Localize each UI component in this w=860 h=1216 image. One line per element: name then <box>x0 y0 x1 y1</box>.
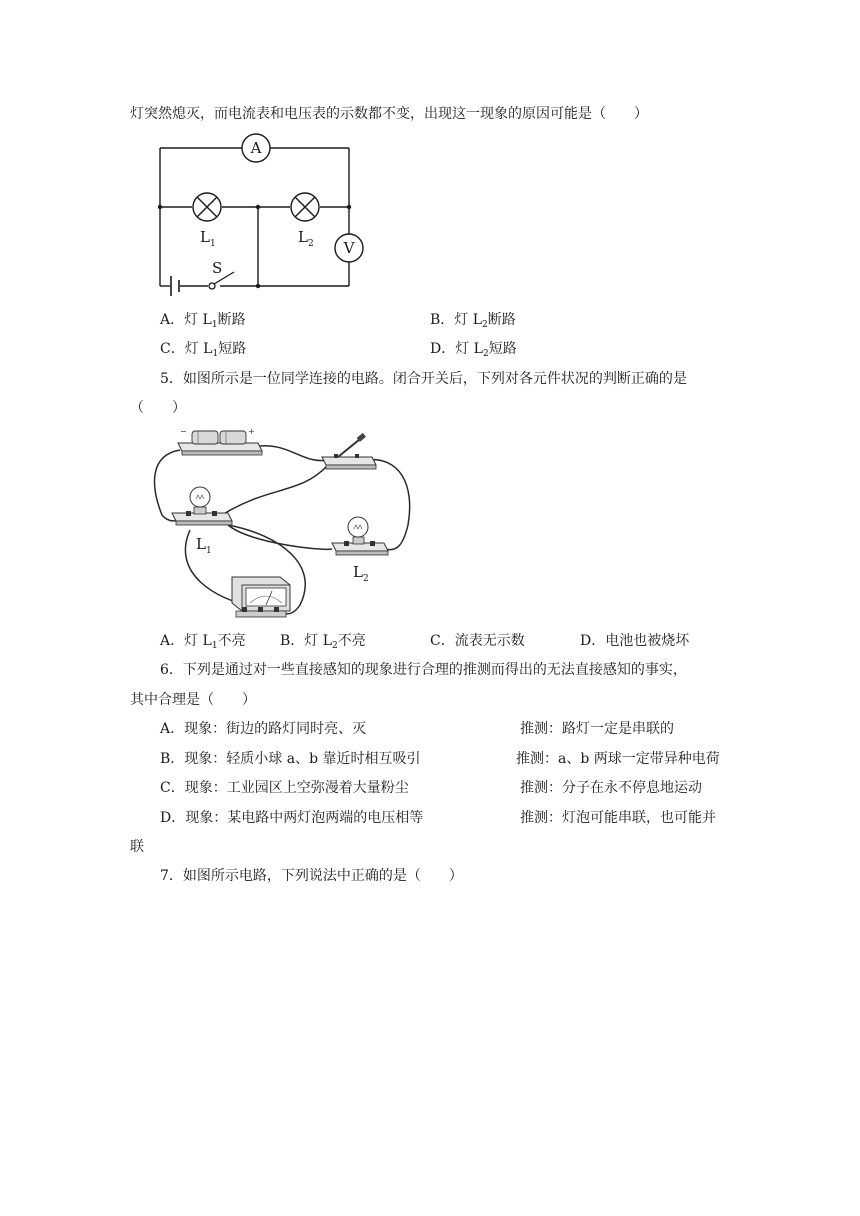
battery-holder <box>178 427 262 455</box>
q6-option-c-inference: 推测：分子在永不停息地运动 <box>520 780 702 796</box>
q6-option-d-phenomenon: D．现象：某电路中两灯泡两端的电压相等 <box>160 810 424 826</box>
q6-option-c-phenomenon: C．现象：工业园区上空弥漫着大量粉尘 <box>160 780 409 796</box>
label-s: S <box>212 259 223 277</box>
svg-text:A: A <box>250 139 262 157</box>
q5-stem-line1: 5．如图所示是一位同学连接的电路。闭合开关后，下列对各元件状况的判断正确的是 <box>160 371 687 387</box>
q4-option-b: B．灯 $L_2$断路 <box>430 312 516 330</box>
svg-text:+: + <box>248 427 255 436</box>
lamp-l2-symbol <box>291 193 319 221</box>
q6-option-b-inference: 推测：a、b 两球一定带异种电荷 <box>516 751 720 767</box>
q6-stem-line2: 其中合理是（ ） <box>130 692 256 708</box>
q6-option-a-inference: 推测：路灯一定是串联的 <box>520 721 674 737</box>
knife-switch <box>322 433 376 469</box>
ammeter-device <box>232 577 290 617</box>
lamp-l2-bulb <box>332 517 388 555</box>
svg-text:−: − <box>180 427 187 436</box>
q6-option-b-phenomenon: B．现象：轻质小球 a、b 靠近时相互吸引 <box>160 751 421 767</box>
q6-option-a-phenomenon: A．现象：街边的路灯同时亮、灭 <box>160 721 367 737</box>
q4-stem: 灯突然熄灭，而电流表和电压表的示数都不变，出现这一现象的原因可能是（ ） <box>130 106 648 122</box>
q7-stem: 7．如图所示电路，下列说法中正确的是（ ） <box>160 868 463 884</box>
q5-option-b: B．灯 $L_2$不亮 <box>280 633 366 651</box>
voltmeter-symbol <box>335 234 363 262</box>
q6-stem-line1: 6．下列是通过对一些直接感知的现象进行合理的推测而得出的无法直接感知的事实， <box>160 662 687 678</box>
q4-option-d: D．灯 $L_2$短路 <box>430 341 517 359</box>
q5-stem-line2: （ ） <box>130 400 186 416</box>
q4-option-a: A．灯 $L_1$断路 <box>160 312 246 330</box>
q5-circuit-illustration <box>150 425 420 625</box>
q5-option-d: D．电池也被烧坏 <box>580 633 690 649</box>
q5-option-c: C．流表无示数 <box>430 633 525 649</box>
ammeter-symbol <box>242 134 270 162</box>
label-l1: $L_1$ <box>196 535 212 556</box>
label-l2: $L_2$ <box>298 228 314 249</box>
label-l2: $L_2$ <box>353 563 369 584</box>
lamp-l1-bulb <box>172 487 232 525</box>
q4-circuit-diagram <box>150 130 370 305</box>
q6-option-d-wrap: 联 <box>130 839 144 855</box>
lamp-l1-symbol <box>193 193 221 221</box>
q4-option-c: C．灯 $L_1$短路 <box>160 341 247 359</box>
battery-symbol <box>171 276 179 296</box>
label-l1: $L_1$ <box>200 228 216 249</box>
q5-option-a: A．灯 $L_1$不亮 <box>160 633 246 651</box>
q6-option-d-inference: 推测：灯泡可能串联，也可能并 <box>520 810 716 826</box>
svg-text:V: V <box>343 239 355 257</box>
